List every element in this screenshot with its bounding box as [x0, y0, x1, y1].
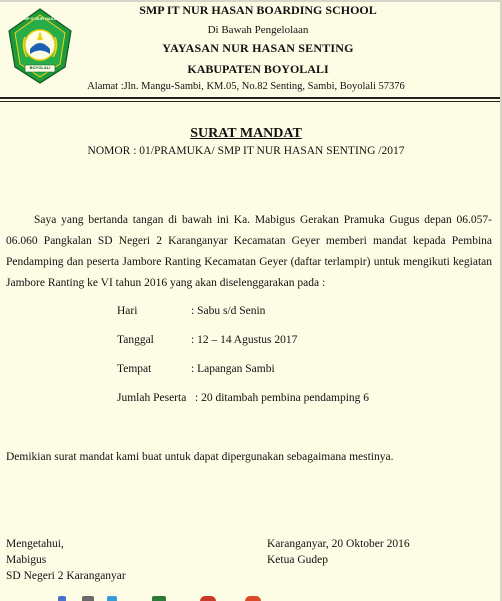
document-title: SURAT MANDAT: [190, 126, 302, 141]
sig-left-line1: Mengetahui,: [6, 538, 64, 550]
under-management: Di Bawah Pengelolaan: [207, 24, 309, 36]
regency-name: KABUPATEN BOYOLALI: [187, 62, 329, 76]
logo-ring-text: SMP IT NUR HASAN: [20, 16, 60, 21]
taskbar-icon-5[interactable]: [200, 596, 216, 601]
closing-sentence: Demikian surat mandat kami buat untuk dapat dipergunakan sebagaimana mestinya.: [6, 451, 394, 463]
taskbar-icon-1[interactable]: [58, 596, 66, 601]
detail-value-participants: : 20 ditambah pembina pendamping 6: [195, 392, 370, 404]
detail-label-place: Tempat: [117, 363, 152, 375]
sig-left-line2: Mabigus: [6, 554, 47, 566]
sig-right-line1: Karanganyar, 20 Oktober 2016: [267, 538, 410, 550]
sig-right-line2: Ketua Gudep: [267, 554, 328, 566]
frame-top-edge: [0, 0, 502, 2]
school-name: SMP IT NUR HASAN BOARDING SCHOOL: [139, 3, 377, 17]
letterhead-rule-thin: [0, 101, 500, 102]
school-address: Alamat :Jln. Mangu-Sambi, KM.05, No.82 Senting, Sambi, Boyolali 57376: [87, 81, 405, 92]
detail-label-day: Hari: [117, 305, 138, 317]
detail-value-day: : Sabu s/d Senin: [191, 305, 266, 317]
taskbar-icon-3[interactable]: [107, 596, 117, 601]
detail-label-participants: Jumlah Peserta: [117, 392, 187, 404]
body-paragraph: Saya yang bertanda tangan di bawah ini Ka. Mabigus Gerakan Pramuka Gugus depan 06.057-06.060 Pangkalan SD Negeri 2 Karanganyar Kecamatan Geyer memberi mandat kepada Pembina Pendamping dan peserta Jambore Ranting Kecamatan Geyer (daftar terlampir) untuk mengikuti kegiatan Jambore Ranting ke VI tahun 2016 yang akan diselenggarakan pada :: [6, 214, 492, 289]
detail-label-date: Tanggal: [117, 334, 154, 346]
taskbar-icon-4[interactable]: [152, 596, 166, 601]
document-number: NOMOR : 01/PRAMUKA/ SMP IT NUR HASAN SENTING /2017: [87, 145, 405, 157]
sig-left-line3: SD Negeri 2 Karanganyar: [6, 570, 126, 582]
detail-value-place: : Lapangan Sambi: [191, 363, 275, 375]
letterhead-rule-thick: [0, 97, 500, 99]
logo-banner-text: BOYOLALI: [29, 65, 51, 70]
foundation-name: YAYASAN NUR HASAN SENTING: [162, 41, 354, 55]
taskbar-icon-6[interactable]: [245, 596, 261, 601]
detail-value-date: : 12 – 14 Agustus 2017: [191, 334, 298, 346]
taskbar-icon-2[interactable]: [82, 596, 94, 601]
taskbar-strip: [0, 592, 502, 601]
